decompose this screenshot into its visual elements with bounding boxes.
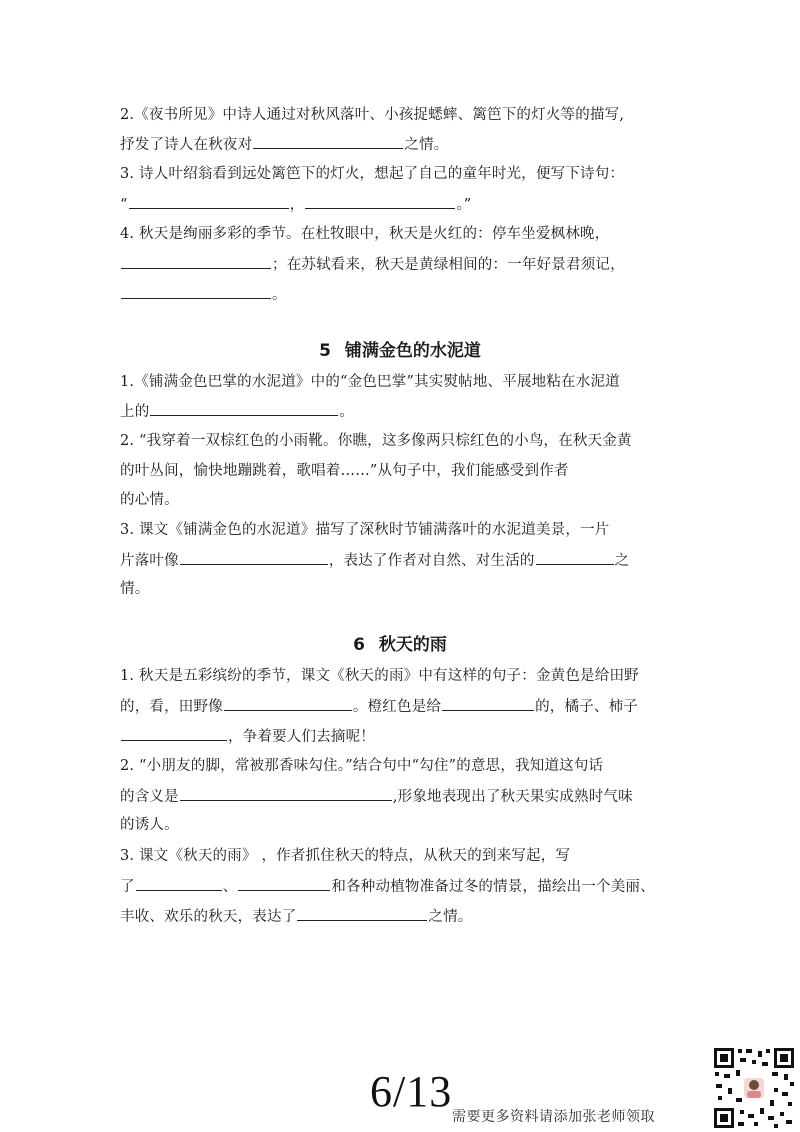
s6-q2-line2: 的含义是 ,形象地表现出了秋天果实成熟时气味 <box>120 786 633 807</box>
answer-blank[interactable] <box>536 550 614 565</box>
s5-q3-line1: 3. 课文《铺满金色的水泥道》描写了深秋时节铺满落叶的水泥道美景，一片 <box>120 522 610 538</box>
s5-q2-line2: 的叶丛间，愉快地蹦跳着，歌唱着……”从句子中，我们能感受到作者 <box>120 463 569 479</box>
s5-q3-line2: 片落叶像 ，表达了作者对自然、对生活的 之 <box>120 550 629 571</box>
answer-blank[interactable] <box>238 876 330 891</box>
answer-blank[interactable] <box>121 726 227 741</box>
answer-blank[interactable] <box>129 194 289 209</box>
s4-q4-line1: 4. 秋天是绚丽多彩的季节。在杜牧眼中，秋天是火红的：停车坐爱枫林晚， <box>120 226 610 242</box>
s5-q3-line3: 情。 <box>120 581 150 597</box>
s5-q1-line2: 上的 。 <box>120 401 354 422</box>
s4-q2-line1: 2.《夜书所见》中诗人通过对秋风落叶、小孩捉蟋蟀、篱笆下的灯火等的描写, <box>120 107 625 123</box>
s5-q2-line3: 的心情。 <box>120 492 179 508</box>
section-5-heading: 5 铺满金色的水泥道 <box>319 341 481 361</box>
answer-blank[interactable] <box>297 906 427 921</box>
s4-q2-line2: 抒发了诗人在秋夜对 之情。 <box>120 134 448 155</box>
answer-blank[interactable] <box>180 550 328 565</box>
answer-blank[interactable] <box>136 876 222 891</box>
s5-q1-line1: 1.《铺满金色巴掌的水泥道》中的“金色巴掌”其实熨帖地、平展地粘在水泥道 <box>120 374 620 390</box>
answer-blank[interactable] <box>442 696 534 711</box>
s6-q2-line1: 2. “小朋友的脚，常被那香味勾住。”结合句中“勾住”的意思，我知道这句话 <box>120 758 604 774</box>
s6-q3-line1: 3. 课文《秋天的雨》 ，作者抓住秋天的特点，从秋天的到来写起，写 <box>120 848 571 864</box>
s6-q2-line3: 的诱人。 <box>120 817 179 833</box>
s6-q3-line3: 丰收、欢乐的秋天，表达了 之情。 <box>120 906 473 927</box>
s6-q1-line3: ，争着要人们去摘呢！ <box>120 726 375 747</box>
answer-blank[interactable] <box>121 254 271 269</box>
s4-q4-line2: ；在苏轼看来，秋天是黄绿相间的：一年好景君须记， <box>120 254 625 275</box>
answer-blank[interactable] <box>253 134 403 149</box>
answer-blank[interactable] <box>224 696 352 711</box>
s6-q1-line2: 的，看，田野像 。橙红色是给 的，橘子、柿子 <box>120 696 638 717</box>
section-6-heading: 6 秋天的雨 <box>353 635 447 655</box>
s4-q4-line3: 。 <box>120 284 287 305</box>
s4-q3-line2: “ ， 。” <box>120 194 471 215</box>
footer-note: 需要更多资料请添加张老师领取 <box>452 1109 655 1125</box>
page-number: 6/13 <box>370 1067 453 1116</box>
answer-blank[interactable] <box>121 284 271 299</box>
qr-code-icon <box>712 1046 796 1130</box>
s6-q1-line1: 1. 秋天是五彩缤纷的季节，课文《秋天的雨》中有这样的句子：金黄色是给田野 <box>120 668 639 684</box>
answer-blank[interactable] <box>180 786 392 801</box>
s6-q3-line2: 了 、 和各种动植物准备过冬的情景，描绘出一个美丽、 <box>120 876 655 897</box>
answer-blank[interactable] <box>305 194 455 209</box>
s5-q2-line1: 2. “我穿着一双棕红色的小雨靴。你瞧，这多像两只棕红色的小鸟，在秋天金黄 <box>120 433 632 449</box>
answer-blank[interactable] <box>150 401 338 416</box>
s4-q3-line1: 3. 诗人叶绍翁看到远处篱笆下的灯火，想起了自己的童年时光，便写下诗句： <box>120 166 625 182</box>
